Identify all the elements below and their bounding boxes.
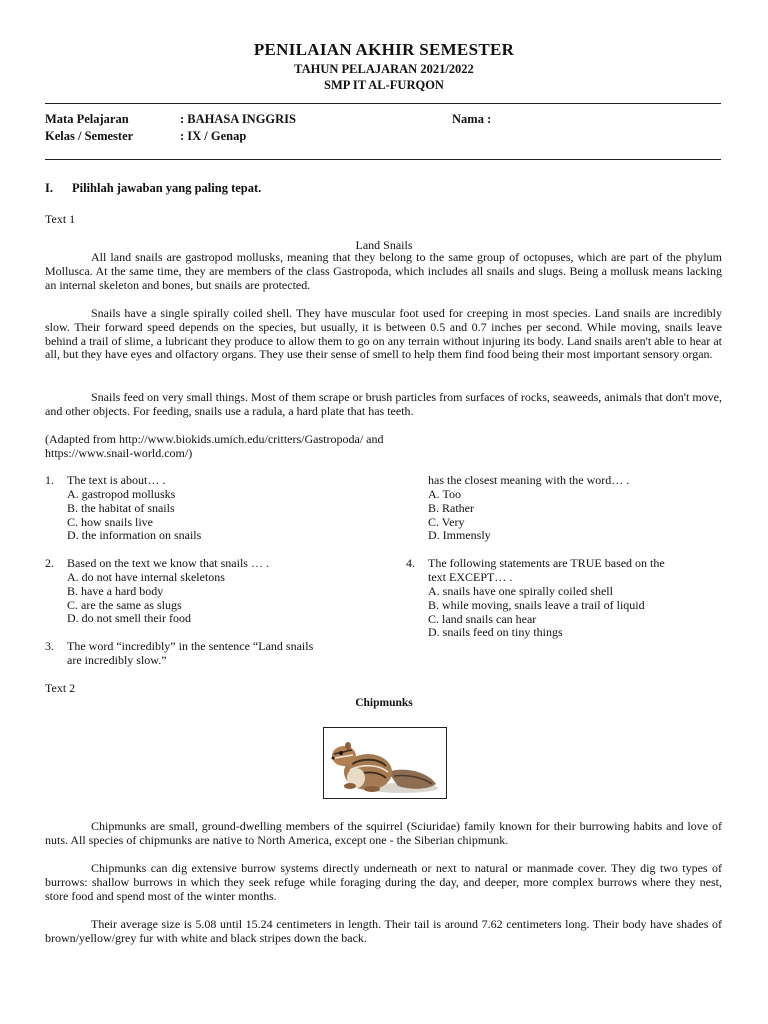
text1-paragraph-3	[45, 391, 722, 419]
question-options	[67, 571, 225, 626]
text1-paragraph-2	[45, 307, 722, 362]
option-d[interactable]: D. do not smell their food	[67, 611, 191, 626]
question-options	[428, 585, 645, 640]
section-instruction: Pilihlah jawaban yang paling tepat.	[72, 181, 262, 195]
question-options	[67, 488, 201, 543]
chipmunk-picture	[323, 727, 447, 799]
option-b[interactable]: B. Rather	[428, 500, 474, 515]
question-stem-line-1: The word “incredibly” in the sentence “Land snails	[67, 639, 314, 653]
subject-value: : BAHASA INGGRIS	[180, 112, 296, 126]
text1-source-line-1: (Adapted from http://www.biokids.umich.edu/critters/Gastropoda/ and	[45, 432, 384, 446]
text2-paragraph-2	[45, 862, 722, 903]
option-d[interactable]: D. snails feed on tiny things	[428, 625, 563, 640]
header-rule-bottom	[45, 159, 721, 160]
option-d[interactable]: D. the information on snails	[67, 528, 202, 543]
text2-paragraph-3	[45, 918, 722, 946]
question-stem-line-2: are incredibly slow.”	[67, 653, 167, 667]
option-c[interactable]: C. Very	[428, 514, 465, 529]
text2-title: Chipmunks	[355, 697, 413, 709]
option-a[interactable]: A. gastropod mollusks	[67, 487, 176, 501]
text2-label: Text 2	[45, 681, 76, 695]
option-d[interactable]: D. Immensly	[428, 528, 491, 543]
class-value: : IX / Genap	[180, 129, 247, 143]
option-c[interactable]: C. how snails live	[67, 514, 153, 529]
option-b[interactable]: B. have a hard body	[67, 583, 164, 598]
school-name: SMP IT AL-FURQON	[324, 78, 444, 92]
subject-label: Mata Pelajaran	[45, 112, 129, 126]
question-3-continued	[428, 474, 728, 544]
academic-year: TAHUN PELAJARAN 2021/2022	[294, 62, 474, 76]
question-number: 2.	[45, 556, 54, 570]
question-options	[428, 488, 491, 543]
text2-paragraph-3-text: Their average size is 5.08 until 15.24 centimeters in length. Their tail is around 7.62 centimeters long. Their body have shades of brown/yellow/grey fur with white and black stripes down the back.	[45, 917, 722, 945]
question-stem: Based on the text we know that snails … .	[67, 556, 269, 570]
option-c[interactable]: C. land snails can hear	[428, 611, 537, 626]
question-stem: The text is about… .	[67, 473, 166, 487]
option-a[interactable]: A. do not have internal skeletons	[67, 570, 225, 584]
question-1	[45, 474, 375, 544]
question-3	[45, 640, 375, 670]
class-label: Kelas / Semester	[45, 129, 134, 143]
text1-title: Land Snails	[355, 238, 413, 252]
question-number: 3.	[45, 639, 54, 653]
text1-paragraph-2-text: Snails have a single spirally coiled shell. They have muscular foot used for creeping in most species. Land snails are incredibly slow. Their forward speed depends on the species, but usually, it is between 0.5 and 0.7 inches per second. While moving, snails leave behind a trail of slime, a lubricant they produce to allow them to go on any terrain without injuring its body. Land snails aren't able to hear at all, but they have eyes and olfactory organs. They use their sense of smell to help them find food being their most important sensory organ.	[45, 306, 722, 362]
chipmunk-icon	[324, 728, 446, 798]
option-c[interactable]: C. are the same as slugs	[67, 597, 182, 612]
text2-paragraph-1	[45, 820, 722, 848]
option-a[interactable]: A. Too	[428, 487, 461, 501]
question-stem-line-2: text EXCEPT… .	[428, 570, 513, 584]
text1-label: Text 1	[45, 212, 76, 226]
question-number: 4.	[406, 556, 415, 570]
section-numeral: I.	[45, 181, 53, 195]
text2-paragraph-1-text: Chipmunks are small, ground-dwelling members of the squirrel (Sciuridae) family known for their burrowing habits and love of nuts. All species of chipmunks are native to North America, except one - the Siberian chipmunk.	[45, 819, 722, 847]
text1-paragraph-1-text: All land snails are gastropod mollusks, meaning that they belong to the same group of octopuses, which are part of the phylum Mollusca. At the same time, they are members of the class Gastropoda, which includes all snails and slugs. Being a mollusk means lacking an internal skeleton and bones, but snails are protected.	[45, 250, 722, 292]
question-4	[406, 557, 726, 642]
question-2	[45, 557, 375, 627]
text1-paragraph-1	[45, 251, 722, 292]
option-b[interactable]: B. while moving, snails leave a trail of liquid	[428, 597, 645, 612]
question-stem-continued: has the closest meaning with the word… .	[428, 473, 630, 487]
header-rule-top	[45, 103, 721, 104]
question-stem-line-1: The following statements are TRUE based on the	[428, 556, 665, 570]
option-b[interactable]: B. the habitat of snails	[67, 500, 175, 515]
option-a[interactable]: A. snails have one spirally coiled shell	[428, 584, 613, 598]
text1-source-line-2: https://www.snail-world.com/)	[45, 446, 193, 460]
text2-paragraph-2-text: Chipmunks can dig extensive burrow systems directly underneath or next to natural or manmade cover. They dig two types of burrows: shallow burrows in which they seek refuge while foraging during the day, and deeper, more complex burrows where they nest, store food and spend most of the winter months.	[45, 861, 722, 903]
question-number: 1.	[45, 473, 54, 487]
text1-paragraph-3-text: Snails feed on very small things. Most of them scrape or brush particles from surfaces of rocks, seaweeds, animals that don't move, and other objects. For feeding, snails use a radula, a hard plate that has teeth.	[45, 390, 722, 418]
name-label: Nama :	[452, 112, 492, 126]
exam-title: PENILAIAN AKHIR SEMESTER	[253, 40, 515, 59]
